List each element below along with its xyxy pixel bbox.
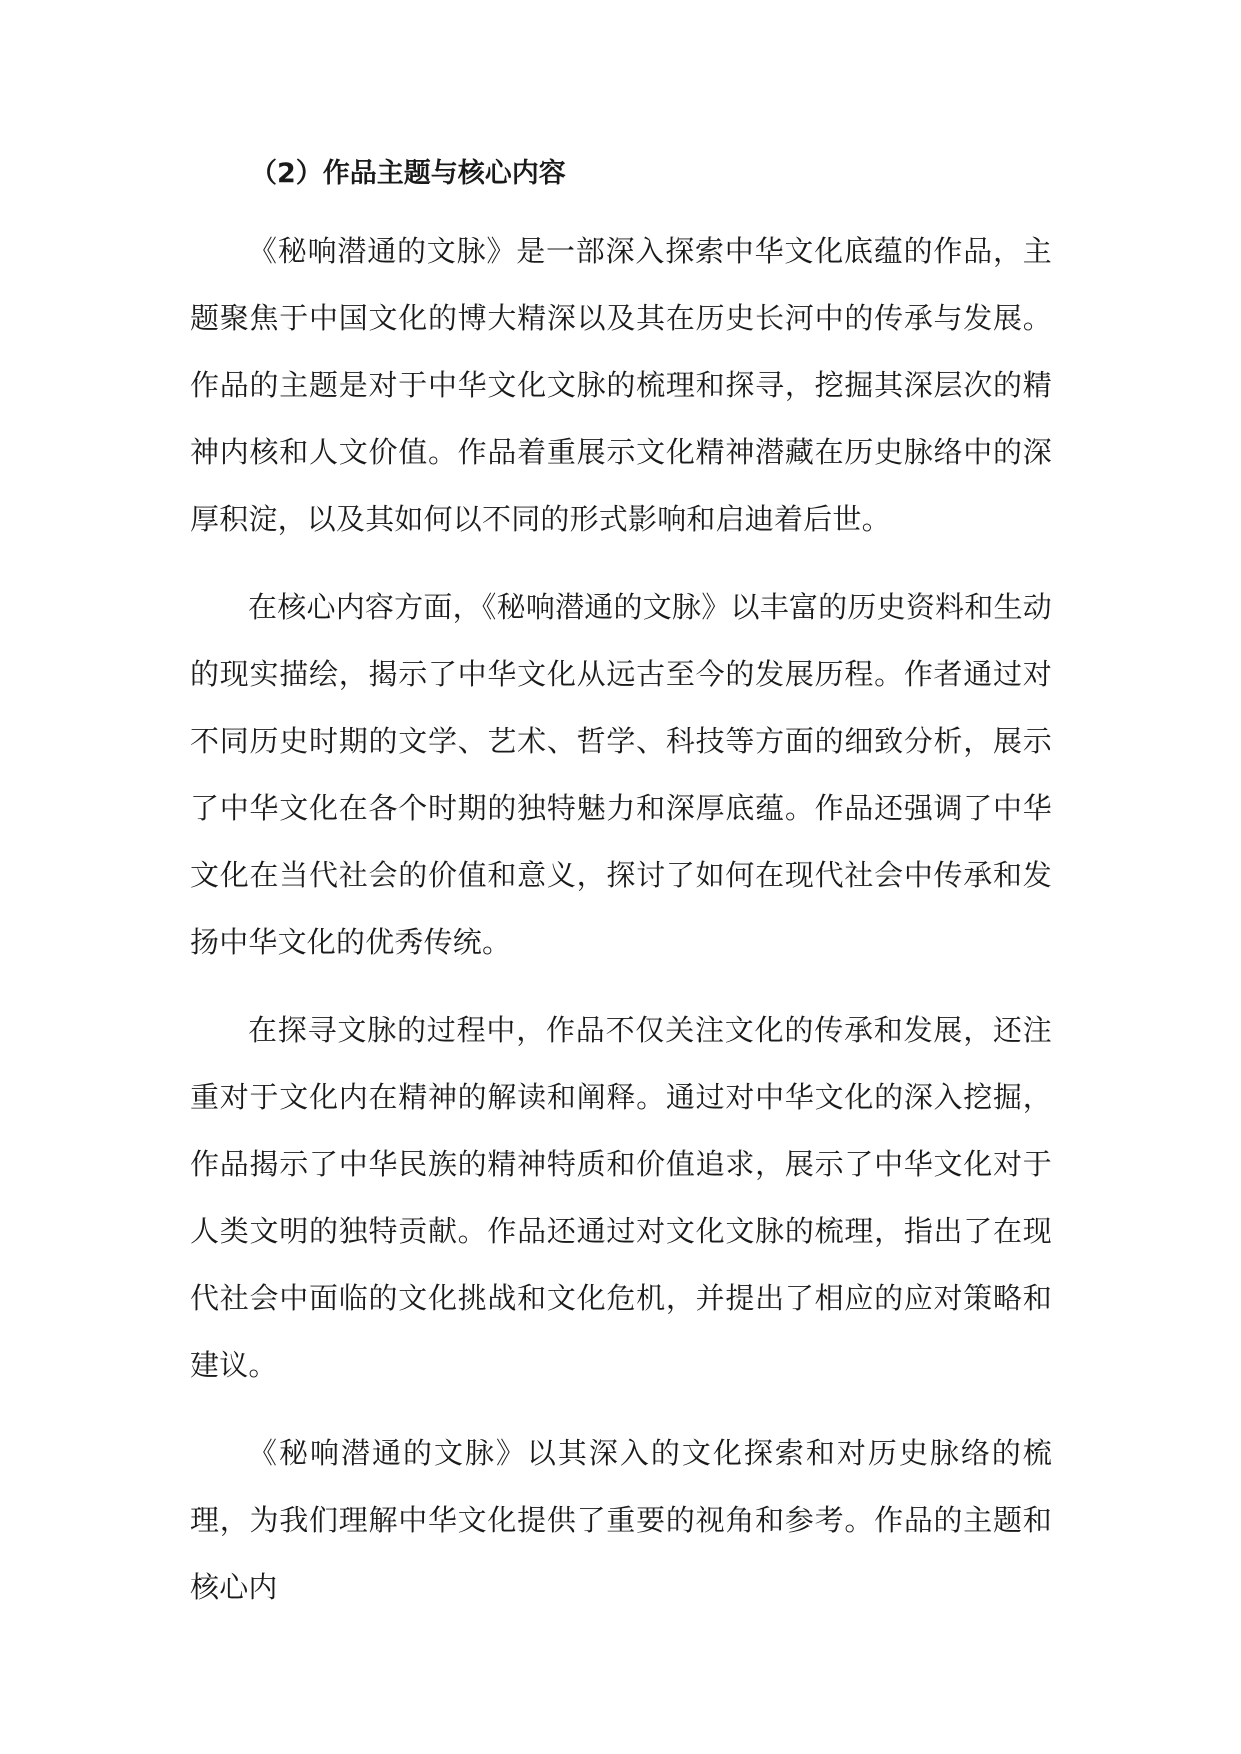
paragraph-theme: 《秘响潜通的文脉》是一部深入探索中华文化底蕴的作品，主题聚焦于中国文化的博大精深以及其在历史长河中的传承与发展。作品的主题是对于中华文化文脉的梳理和探寻，挖掘其深层次的精神内核和人文价值。作品着重展示文化精神潜藏在历史脉络中的深厚积淀，以及其如何以不同的形式影响和启迪着后世。 — [190, 234, 1052, 536]
paragraph-core-content: 在核心内容方面，《秘响潜通的文脉》以丰富的历史资料和生动的现实描绘，揭示了中华文化从远古至今的发展历程。作者通过对不同历史时期的文学、艺术、哲学、科技等方面的细致分析，展示了中华文化在各个时期的独特魅力和深厚底蕴。作品还强调了中华文化在当代社会的价值和意义，探讨了如何在现代社会中传承和发扬中华文化的优秀传统。 — [190, 590, 1052, 959]
document-body — [190, 152, 1052, 1621]
section-heading: （2）作品主题与核心内容 — [250, 158, 566, 189]
paragraph-conclusion: 《秘响潜通的文脉》以其深入的文化探索和对历史脉络的梳理，为我们理解中华文化提供了重要的视角和参考。作品的主题和核心内 — [190, 1436, 1052, 1604]
paragraph-exploration: 在探寻文脉的过程中，作品不仅关注文化的传承和发展，还注重对于文化内在精神的解读和阐释。通过对中华文化的深入挖掘，作品揭示了中华民族的精神特质和价值追求，展示了中华文化对于人类文明的独特贡献。作品还通过对文化文脉的梳理，指出了在现代社会中面临的文化挑战和文化危机，并提出了相应的应对策略和建议。 — [190, 1013, 1052, 1382]
